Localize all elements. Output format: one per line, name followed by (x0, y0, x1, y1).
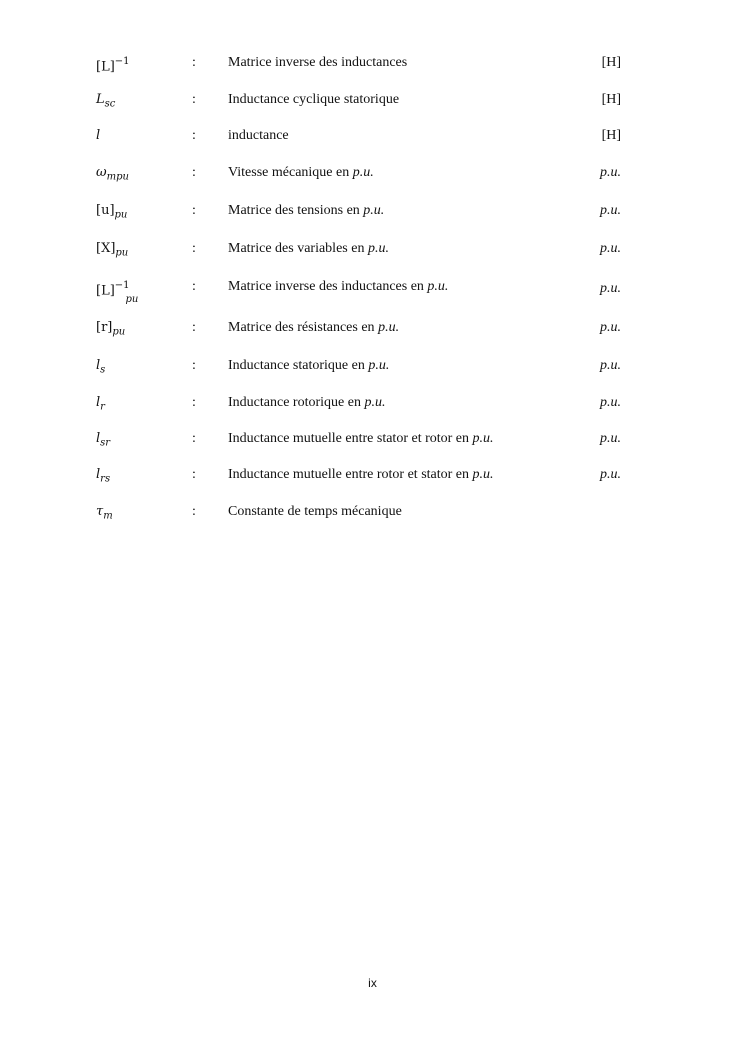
symbol-base: [L] (96, 59, 115, 75)
description-text: Constante de temps mécanique (228, 504, 402, 519)
nomenclature-row (0, 91, 745, 115)
nomenclature-row (0, 54, 745, 78)
unit: p.u. (600, 431, 621, 446)
unit: p.u. (600, 165, 621, 180)
nomenclature-row (0, 430, 745, 454)
description (228, 164, 374, 182)
symbol-subscript: pu (112, 326, 126, 338)
symbol-superscript: −1 (114, 56, 130, 67)
unit: p.u. (600, 203, 621, 218)
description-italic: p.u. (352, 165, 374, 180)
separator-colon: : (192, 128, 196, 143)
symbol (96, 278, 142, 305)
symbol (96, 430, 110, 453)
symbol-base: l (96, 431, 101, 446)
separator-colon: : (192, 431, 196, 446)
symbol-base: l (96, 358, 101, 373)
nomenclature-row (0, 503, 745, 527)
unit: p.u. (600, 467, 621, 482)
separator-colon: : (192, 504, 196, 519)
symbol-base: L (96, 92, 105, 107)
symbol-subscript: mpu (106, 171, 129, 183)
separator-colon: : (192, 203, 196, 218)
symbol-base: l (96, 395, 101, 410)
symbol-subscript: r (100, 401, 105, 413)
unit: p.u. (600, 395, 621, 410)
symbol-subscript: sc (104, 98, 116, 110)
nomenclature-row (0, 240, 745, 264)
symbol-base: τ (96, 504, 104, 519)
description-text: Inductance rotorique en (228, 395, 365, 410)
symbol-subscript: s (100, 364, 106, 376)
description-text: Inductance statorique en (228, 358, 369, 373)
symbol-superscript: −1 (114, 280, 130, 291)
description (228, 91, 399, 109)
description (228, 202, 384, 220)
symbol (96, 240, 128, 263)
description-text: Matrice inverse des inductances en (228, 279, 428, 294)
description (228, 503, 402, 521)
nomenclature-row (0, 164, 745, 188)
symbol (96, 91, 115, 114)
page-number: ix (368, 976, 377, 990)
description (228, 357, 389, 375)
nomenclature-row (0, 319, 745, 343)
description (228, 54, 407, 72)
description-italic: p.u. (427, 279, 449, 294)
unit: p.u. (600, 320, 621, 335)
symbol-base: [r] (96, 320, 113, 335)
symbol (96, 54, 130, 76)
description (228, 430, 494, 448)
description-italic: p.u. (472, 467, 494, 482)
description-text: Inductance mutuelle entre stator et rotor en (228, 431, 473, 446)
description-italic: p.u. (472, 431, 494, 446)
nomenclature-row (0, 466, 745, 490)
nomenclature-row (0, 127, 745, 151)
symbol (96, 357, 105, 380)
description-text: Inductance cyclique statorique (228, 92, 400, 107)
symbol-base: ω (96, 165, 107, 180)
description-text: inductance (228, 128, 289, 143)
symbol-subscript: m (103, 510, 113, 522)
separator-colon: : (192, 395, 196, 410)
separator-colon: : (192, 55, 196, 70)
description-text: Matrice des tensions en (228, 203, 364, 218)
description-text: Matrice des résistances en (228, 320, 379, 335)
description (228, 127, 289, 145)
symbol (96, 164, 129, 187)
symbol-base: l (96, 128, 101, 143)
description (228, 240, 389, 258)
symbol-subscript: pu (115, 247, 129, 259)
separator-colon: : (192, 241, 196, 256)
symbol (96, 394, 105, 417)
unit: [H] (601, 55, 621, 70)
symbol-subscript: sr (100, 437, 111, 449)
separator-colon: : (192, 358, 196, 373)
symbol-subscript: rs (100, 473, 111, 485)
unit: [H] (601, 92, 621, 107)
description-italic: p.u. (378, 320, 400, 335)
separator-colon: : (192, 92, 196, 107)
separator-colon: : (192, 467, 196, 482)
symbol (96, 503, 113, 526)
description-text: Vitesse mécanique en (228, 165, 353, 180)
symbol (96, 319, 125, 342)
nomenclature-row (0, 357, 745, 381)
separator-colon: : (192, 279, 196, 294)
unit: p.u. (600, 241, 621, 256)
description-italic: p.u. (363, 203, 385, 218)
unit: p.u. (600, 281, 621, 296)
description (228, 394, 385, 412)
description (228, 278, 448, 296)
separator-colon: : (192, 320, 196, 335)
symbol-base: l (96, 467, 101, 482)
symbol-base: [L] (96, 283, 115, 299)
description-italic: p.u. (367, 241, 389, 256)
description (228, 319, 399, 337)
symbol (96, 127, 100, 145)
symbol-base: [u] (96, 203, 115, 218)
nomenclature-row (0, 202, 745, 226)
unit: [H] (601, 128, 621, 143)
symbol-base: [X] (96, 241, 116, 256)
description-text: Inductance mutuelle entre rotor et stator en (228, 467, 473, 482)
description (228, 466, 494, 484)
separator-colon: : (192, 165, 196, 180)
symbol (96, 466, 110, 489)
symbol-subscript: pu (125, 293, 139, 305)
symbol-subscript: pu (114, 209, 128, 221)
description-text: Matrice des variables en (228, 241, 368, 256)
description-italic: p.u. (368, 358, 390, 373)
symbol (96, 202, 127, 225)
description-text: Matrice inverse des inductances (228, 55, 408, 70)
nomenclature-row (0, 394, 745, 418)
unit: p.u. (600, 358, 621, 373)
nomenclature-row (0, 278, 745, 305)
description-italic: p.u. (364, 395, 386, 410)
